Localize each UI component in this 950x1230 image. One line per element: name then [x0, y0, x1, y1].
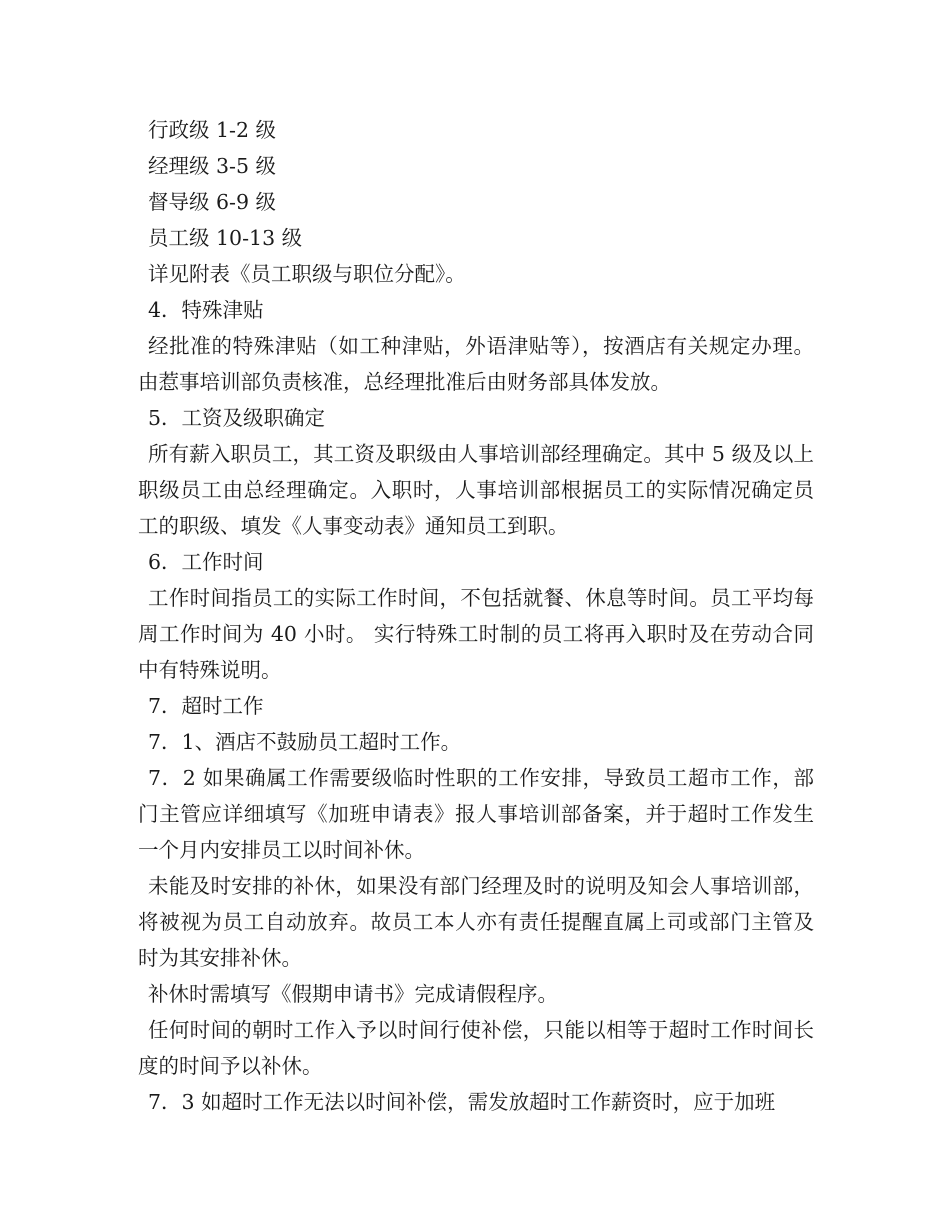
section-7-note-2: 补休时需填写《假期申请书》完成请假程序。	[148, 982, 558, 1006]
grade-line-staff: 员工级 10-13 级	[148, 226, 303, 250]
section-6-body: 工作时间指员工的实际工作时间，不包括就餐、休息等时间。员工平均每周工作时间为 40 小时。 实行特殊工时制的员工将再入职时及在劳动合同中有特殊说明。	[138, 586, 814, 682]
section-5-body: 所有薪入职员工，其工资及职级由人事培训部经理确定。其中 5 级及以上职级员工由总经理确定。入职时，人事培训部根据员工的实际情况确定员工的职级、填发《人事变动表》通知员工到职。	[138, 442, 814, 538]
section-4-heading: 4．特殊津贴	[148, 298, 264, 322]
grades-note: 详见附表《员工职级与职位分配》。	[148, 262, 466, 286]
section-7-note-1: 未能及时安排的补休，如果没有部门经理及时的说明及知会人事培训部，将被视为员工自动放弃。故员工本人亦有责任提醒直属上司或部门主管及时为其安排补休。	[138, 874, 814, 970]
grade-line-supervisor: 督导级 6-9 级	[148, 190, 277, 214]
grade-line-admin: 行政级 1-2 级	[148, 118, 277, 142]
section-5-heading: 5．工资及级职确定	[148, 406, 326, 430]
section-6-heading: 6．工作时间	[148, 550, 264, 574]
section-7-item-2: 7．2 如果确属工作需要级临时性职的工作安排，导致员工超市工作，部门主管应详细填写《加班申请表》报人事培训部备案，并于超时工作发生一个月内安排员工以时间补休。	[138, 766, 814, 862]
grade-line-manager: 经理级 3-5 级	[148, 154, 277, 178]
section-7-item-3: 7．3 如超时工作无法以时间补偿，需发放超时工作薪资时，应于加班	[148, 1090, 776, 1114]
document-page	[138, 112, 814, 1120]
section-4-body: 经批准的特殊津贴（如工种津贴，外语津贴等），按酒店有关规定办理。由惹事培训部负责核准，总经理批准后由财务部具体发放。	[138, 334, 814, 394]
section-7-heading: 7．超时工作	[148, 694, 264, 718]
section-7-note-3: 任何时间的朝时工作入予以时间行使补偿，只能以相等于超时工作时间长度的时间予以补休。	[138, 1018, 814, 1078]
section-7-item-1: 7．1、酒店不鼓励员工超时工作。	[148, 730, 462, 754]
